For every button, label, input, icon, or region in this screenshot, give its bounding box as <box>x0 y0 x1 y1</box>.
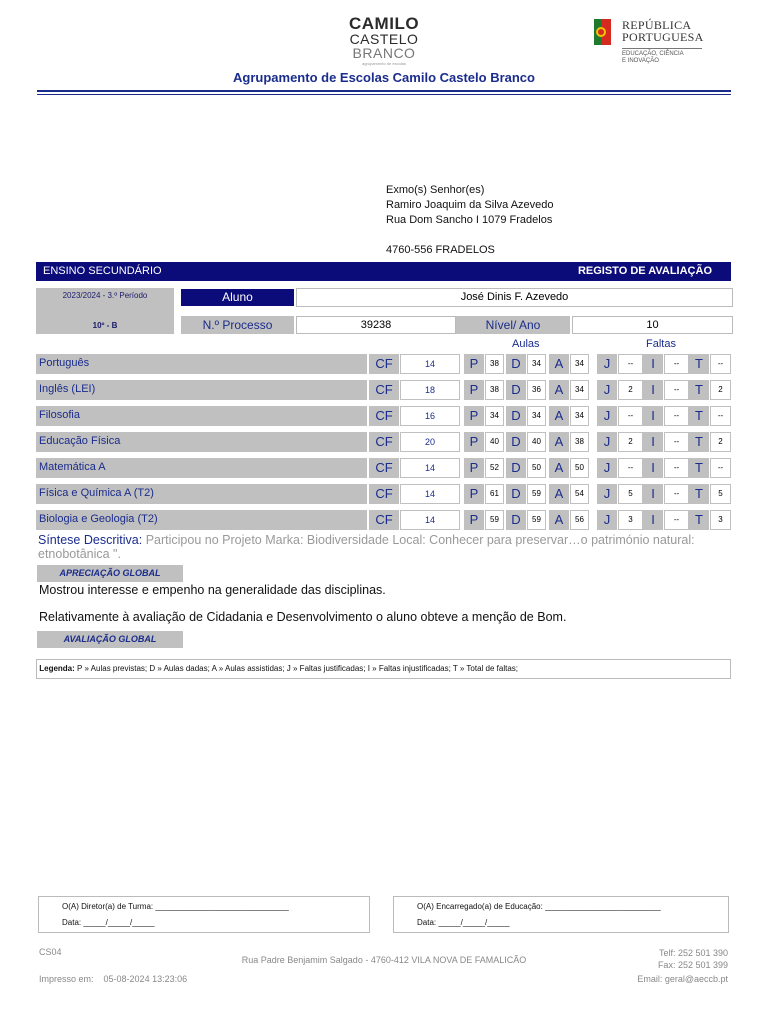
class-name: 10º - B <box>92 321 118 330</box>
ministry-line-1: EDUCAÇÃO, CIÊNCIA <box>622 51 684 57</box>
t-value: 5 <box>710 484 731 504</box>
logo-line-1: CAMILO <box>349 14 420 33</box>
recipient-postal: 4760-556 FRADELOS <box>386 244 495 256</box>
j-value: -- <box>618 458 643 478</box>
republica-logo <box>594 17 734 69</box>
j-value: 2 <box>618 432 643 452</box>
logo-line-4: agrupamento de escolas <box>362 61 406 66</box>
d-label: D <box>506 380 526 400</box>
school-title: Agrupamento de Escolas Camilo Castelo Branco <box>233 70 535 85</box>
a-value: 56 <box>570 510 589 530</box>
aluno-label: Aluno <box>181 289 294 306</box>
director-date-line: Data: _____/_____/_____ <box>62 918 155 927</box>
i-label: I <box>643 458 663 478</box>
logo-line-2: CASTELO <box>349 31 419 47</box>
d-label: D <box>506 406 526 426</box>
t-label: T <box>689 484 709 504</box>
p-value: 38 <box>485 380 504 400</box>
report-title: REGISTO DE AVALIAÇÃO <box>577 265 712 277</box>
i-label: I <box>643 354 663 374</box>
recipient-address <box>386 183 554 258</box>
p-value: 38 <box>485 354 504 374</box>
cf-value: 14 <box>400 354 460 374</box>
avaliacao-global-label: AVALIAÇÃO GLOBAL <box>37 631 183 648</box>
a-label: A <box>549 380 569 400</box>
printed-at <box>39 974 187 984</box>
t-value: -- <box>710 458 731 478</box>
i-label: I <box>643 380 663 400</box>
cf-value: 14 <box>400 510 460 530</box>
a-label: A <box>549 432 569 452</box>
d-label: D <box>506 432 526 452</box>
t-label: T <box>689 406 709 426</box>
j-label: J <box>597 354 617 374</box>
recipient-street: Rua Dom Sancho I 1079 Fradelos <box>386 214 553 226</box>
ministry-line-2: E INOVAÇÃO <box>622 58 659 64</box>
d-value: 59 <box>527 484 546 504</box>
legend-text: P » Aulas previstas; D » Aulas dadas; A » Aulas assistidas; J » Faltas justificadas; I » Faltas injustificadas; T » Total de faltas; <box>77 664 519 673</box>
p-value: 40 <box>485 432 504 452</box>
d-value: 40 <box>527 432 546 452</box>
a-value: 50 <box>570 458 589 478</box>
report-header-bar <box>36 262 731 281</box>
a-label: A <box>549 510 569 530</box>
subject-name: Filosofia <box>39 409 80 421</box>
subject-name: Inglês (LEI) <box>39 383 96 395</box>
apreciacao-line-1: Mostrou interesse e empenho na generalidade das disciplinas. <box>39 583 386 597</box>
a-label: A <box>549 406 569 426</box>
d-label: D <box>506 354 526 374</box>
legend-label: Legenda: <box>39 664 75 673</box>
salutation: Exmo(s) Senhor(es) <box>386 184 485 196</box>
d-label: D <box>506 458 526 478</box>
apreciacao-line-2: Relativamente à avaliação de Cidadania e Desenvolvimento o aluno obteve a menção de Bom. <box>39 610 567 624</box>
j-value: -- <box>618 406 643 426</box>
a-label: A <box>549 458 569 478</box>
subject-name: Educação Física <box>39 435 121 447</box>
logo-line-3: BRANCO <box>352 45 416 61</box>
i-label: I <box>643 432 663 452</box>
t-label: T <box>689 380 709 400</box>
cf-label: CF <box>369 354 399 374</box>
fax: Fax: 252 501 399 <box>657 960 728 970</box>
d-value: 34 <box>527 354 546 374</box>
cf-label: CF <box>369 484 399 504</box>
contact-phone <box>658 947 728 971</box>
cf-label: CF <box>369 380 399 400</box>
processo-number: 39238 <box>296 316 456 334</box>
period-box <box>36 288 174 334</box>
d-value: 34 <box>527 406 546 426</box>
i-label: I <box>643 484 663 504</box>
printed-label: Impresso em: <box>39 974 94 984</box>
j-label: J <box>597 458 617 478</box>
a-value: 34 <box>570 406 589 426</box>
t-label: T <box>689 354 709 374</box>
d-value: 59 <box>527 510 546 530</box>
apreciacao-global-label: APRECIAÇÃO GLOBAL <box>37 565 183 582</box>
t-value: 2 <box>710 380 731 400</box>
sintese-text: Participou no Projeto Marka: Biodiversidade Local: Conhecer para preservar…o património natural: etnobotânica ". <box>38 533 695 561</box>
p-label: P <box>464 432 484 452</box>
subject-name-cell <box>36 380 367 400</box>
cf-value: 18 <box>400 380 460 400</box>
a-value: 34 <box>570 380 589 400</box>
cf-label: CF <box>369 406 399 426</box>
d-label: D <box>506 484 526 504</box>
education-level: ENSINO SECUNDÁRIO <box>43 265 162 277</box>
i-value: -- <box>664 510 689 530</box>
aulas-header: Aulas <box>512 338 540 350</box>
i-value: -- <box>664 380 689 400</box>
portugal-emblem-icon <box>594 19 611 45</box>
processo-label: N.º Processo <box>181 316 294 334</box>
j-label: J <box>597 432 617 452</box>
nivel-label: Nível/ Ano <box>456 316 570 334</box>
faltas-header: Faltas <box>646 338 676 350</box>
student-name: José Dinis F. Azevedo <box>296 288 733 307</box>
subject-name-cell <box>36 484 367 504</box>
p-label: P <box>464 484 484 504</box>
subject-name: Matemática A <box>39 461 106 473</box>
director-signature-line: O(A) Diretor(a) de Turma: ______________________________ <box>62 902 289 911</box>
p-label: P <box>464 510 484 530</box>
subject-name: Português <box>39 357 90 369</box>
j-value: 5 <box>618 484 643 504</box>
t-value: -- <box>710 406 731 426</box>
subject-name-cell <box>36 458 367 478</box>
a-value: 54 <box>570 484 589 504</box>
subject-name-cell <box>36 432 367 452</box>
t-label: T <box>689 432 709 452</box>
cf-value: 14 <box>400 484 460 504</box>
header-divider <box>37 90 731 92</box>
recipient-name: Ramiro Joaquim da Silva Azevedo <box>386 199 554 211</box>
cf-value: 20 <box>400 432 460 452</box>
p-value: 59 <box>485 510 504 530</box>
contact-email: Email: geral@aeccb.pt <box>637 974 728 984</box>
a-label: A <box>549 354 569 374</box>
i-value: -- <box>664 432 689 452</box>
p-label: P <box>464 380 484 400</box>
school-logo <box>349 15 419 66</box>
nivel-value: 10 <box>572 316 733 334</box>
cf-label: CF <box>369 458 399 478</box>
printed-value: 05-08-2024 13:23:06 <box>103 974 188 984</box>
form-code: CS04 <box>39 947 62 957</box>
signature-director <box>38 896 370 933</box>
p-value: 61 <box>485 484 504 504</box>
p-value: 34 <box>485 406 504 426</box>
i-value: -- <box>664 458 689 478</box>
i-value: -- <box>664 406 689 426</box>
sintese-descritiva <box>38 533 728 561</box>
p-value: 52 <box>485 458 504 478</box>
t-label: T <box>689 458 709 478</box>
t-value: 2 <box>710 432 731 452</box>
a-value: 34 <box>570 354 589 374</box>
j-value: -- <box>618 354 643 374</box>
j-label: J <box>597 510 617 530</box>
d-value: 36 <box>527 380 546 400</box>
j-value: 2 <box>618 380 643 400</box>
subject-name: Física e Química A (T2) <box>39 487 154 499</box>
cf-value: 14 <box>400 458 460 478</box>
p-label: P <box>464 354 484 374</box>
t-value: 3 <box>710 510 731 530</box>
rep-line-1: REPÚBLICA <box>622 18 692 32</box>
signature-guardian <box>393 896 729 933</box>
a-label: A <box>549 484 569 504</box>
header-divider-thin <box>37 94 731 95</box>
subject-name-cell <box>36 354 367 374</box>
i-value: -- <box>664 484 689 504</box>
j-label: J <box>597 484 617 504</box>
i-label: I <box>643 510 663 530</box>
school-period: 2023/2024 - 3.º Período <box>62 291 148 300</box>
p-label: P <box>464 406 484 426</box>
rep-divider <box>622 48 702 49</box>
rep-line-2: PORTUGUESA <box>622 30 704 44</box>
d-label: D <box>506 510 526 530</box>
cf-label: CF <box>369 432 399 452</box>
subject-name: Biologia e Geologia (T2) <box>39 513 158 525</box>
j-value: 3 <box>618 510 643 530</box>
cf-label: CF <box>369 510 399 530</box>
j-label: J <box>597 406 617 426</box>
legend-box <box>36 659 731 679</box>
i-label: I <box>643 406 663 426</box>
d-value: 50 <box>527 458 546 478</box>
republica-title <box>622 19 704 43</box>
a-value: 38 <box>570 432 589 452</box>
j-label: J <box>597 380 617 400</box>
school-address: Rua Padre Benjamim Salgado - 4760-412 VILA NOVA DE FAMALICÃO <box>241 955 527 965</box>
cf-value: 16 <box>400 406 460 426</box>
subject-name-cell <box>36 406 367 426</box>
guardian-date-line: Data: _____/_____/_____ <box>417 918 510 927</box>
subject-name-cell <box>36 510 367 530</box>
p-label: P <box>464 458 484 478</box>
sintese-label: Síntese Descritiva: <box>38 533 143 547</box>
t-value: -- <box>710 354 731 374</box>
t-label: T <box>689 510 709 530</box>
ministry-name <box>622 51 684 65</box>
guardian-signature-line: O(A) Encarregado(a) de Educação: __________________________ <box>417 902 661 911</box>
i-value: -- <box>664 354 689 374</box>
phone: Telf: 252 501 390 <box>658 948 728 958</box>
